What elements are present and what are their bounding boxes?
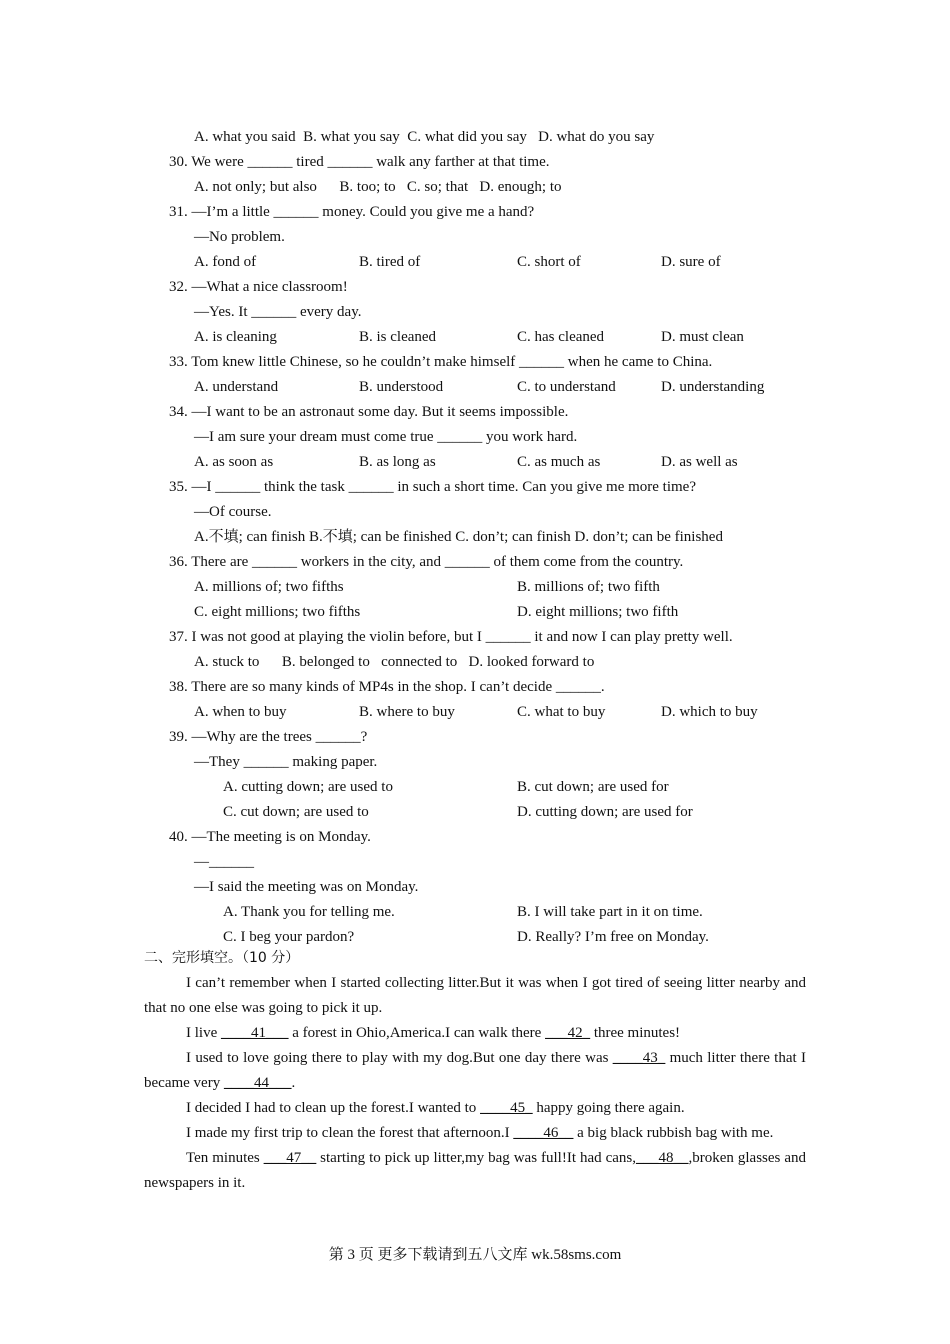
passage-paragraph-2 xyxy=(144,1021,806,1046)
passage-text: much litter there that I became very xyxy=(144,1050,806,1091)
passage-paragraph-6 xyxy=(144,1146,806,1196)
question-30: 30. We were ______ tired ______ walk any farther at that time. xyxy=(169,154,550,170)
q32-response: —Yes. It ______ every day. xyxy=(194,304,362,320)
passage-paragraph-1: I can’t remember when I started collecting litter.But it was when I got tired of seeing litter nearby and that no one else was going to pick it up. xyxy=(144,975,806,1016)
q40-option-b: B. I will take part in it on time. xyxy=(517,904,703,920)
q34-option-a: A. as soon as xyxy=(194,454,274,470)
blank-46: ____46__ xyxy=(513,1125,574,1141)
q39-option-c: C. cut down; are used to xyxy=(223,804,369,820)
passage-paragraph-4 xyxy=(144,1096,806,1121)
passage-text: a forest in Ohio,America.I can walk there xyxy=(288,1025,546,1041)
q39-option-a: A. cutting down; are used to xyxy=(223,779,393,795)
question-35: 35. —I ______ think the task ______ in such a short time. Can you give me more time? xyxy=(169,479,696,495)
question-33: 33. Tom knew little Chinese, so he couldn’t make himself ______ when he came to China. xyxy=(169,354,713,370)
q34-option-d: D. as well as xyxy=(661,454,738,470)
q38-option-b: B. where to buy xyxy=(359,704,455,720)
q31-option-a: A. fond of xyxy=(194,254,257,270)
passage-text: starting to pick up litter,my bag was full!It had cans, xyxy=(316,1150,636,1166)
blank-47: ___47__ xyxy=(263,1150,317,1166)
q32-option-c: C. has cleaned xyxy=(517,329,605,345)
q32-option-a: A. is cleaning xyxy=(194,329,277,345)
q38-option-a: A. when to buy xyxy=(194,704,287,720)
q40-option-c: C. I beg your pardon? xyxy=(223,929,355,945)
passage-text: Ten minutes xyxy=(186,1150,264,1166)
question-32: 32. —What a nice classroom! xyxy=(169,279,348,295)
passage-text: . xyxy=(291,1075,296,1091)
q40-option-a: A. Thank you for telling me. xyxy=(223,904,395,920)
cloze-passage xyxy=(144,971,806,1196)
q40-response-2: —I said the meeting was on Monday. xyxy=(194,879,419,895)
passage-text: I used to love going there to play with my dog.But one day there was xyxy=(186,1050,613,1066)
q39-response: —They ______ making paper. xyxy=(194,754,378,770)
question-39: 39. —Why are the trees ______? xyxy=(169,729,368,745)
q33-option-d: D. understanding xyxy=(661,379,765,395)
passage-text: a big black rubbish bag with me. xyxy=(573,1125,774,1141)
passage-text: I made my first trip to clean the forest that afternoon.I xyxy=(186,1125,514,1141)
section-title: 二、完形填空。（10 分） xyxy=(144,950,300,966)
q36-option-d: D. eight millions; two fifth xyxy=(517,604,679,620)
q34-response: —I am sure your dream must come true ______ you work hard. xyxy=(194,429,578,445)
question-38: 38. There are so many kinds of MP4s in the shop. I can’t decide ______. xyxy=(169,679,605,695)
question-40: 40. —The meeting is on Monday. xyxy=(169,829,371,845)
passage-text: three minutes! xyxy=(590,1025,681,1041)
q40-option-d: D. Really? I’m free on Monday. xyxy=(517,929,709,945)
q30-options: A. not only; but also B. too; to C. so; that D. enough; to xyxy=(194,179,562,195)
blank-42: ___42_ xyxy=(545,1025,591,1041)
blank-48: ___48__ xyxy=(636,1150,689,1166)
q35-options: A.不填; can finish B.不填; can be finished C. don’t; can finish D. don’t; can be finished xyxy=(194,529,723,545)
q36-option-c: C. eight millions; two fifths xyxy=(194,604,361,620)
passage-text: ,broken glasses and newspapers in it. xyxy=(144,1150,806,1191)
question-36: 36. There are ______ workers in the city, and ______ of them come from the country. xyxy=(169,554,684,570)
q31-response: —No problem. xyxy=(194,229,285,245)
q40-response-1: —______ xyxy=(194,854,254,870)
q38-option-c: C. what to buy xyxy=(517,704,606,720)
q31-option-b: B. tired of xyxy=(359,254,421,270)
q32-option-d: D. must clean xyxy=(661,329,744,345)
blank-44: ____44___ xyxy=(223,1075,292,1091)
q39-option-d: D. cutting down; are used for xyxy=(517,804,693,820)
q31-option-d: D. sure of xyxy=(661,254,721,270)
q33-option-c: C. to understand xyxy=(517,379,616,395)
blank-43: ____43_ xyxy=(612,1050,666,1066)
q35-response: —Of course. xyxy=(194,504,272,520)
q36-option-a: A. millions of; two fifths xyxy=(194,579,344,595)
question-34: 34. —I want to be an astronaut some day. But it seems impossible. xyxy=(169,404,569,420)
passage-paragraph-5 xyxy=(144,1121,806,1146)
q31-option-c: C. short of xyxy=(517,254,581,270)
q39-option-b: B. cut down; are used for xyxy=(517,779,669,795)
page-footer: 第 3 页 更多下载请到五八文库 wk.58sms.com xyxy=(328,1247,622,1263)
blank-41: ____41___ xyxy=(221,1025,289,1041)
q32-option-b: B. is cleaned xyxy=(359,329,437,345)
q33-option-b: B. understood xyxy=(359,379,444,395)
q38-option-d: D. which to buy xyxy=(661,704,758,720)
passage-text: I live xyxy=(186,1025,221,1041)
q36-option-b: B. millions of; two fifth xyxy=(517,579,660,595)
passage-text: happy going there again. xyxy=(532,1100,685,1116)
passage-paragraph-3 xyxy=(144,1046,806,1096)
question-31: 31. —I’m a little ______ money. Could you give me a hand? xyxy=(169,204,535,220)
q34-option-b: B. as long as xyxy=(359,454,436,470)
q29-options: A. what you said B. what you say C. what did you say D. what do you say xyxy=(194,129,655,145)
question-37: 37. I was not good at playing the violin before, but I ______ it and now I can play pretty well. xyxy=(169,629,733,645)
q34-option-c: C. as much as xyxy=(517,454,601,470)
blank-45: ____45_ xyxy=(480,1100,533,1116)
q33-option-a: A. understand xyxy=(194,379,279,395)
q37-options: A. stuck to B. belonged to connected to D. looked forward to xyxy=(194,654,595,670)
passage-text: I decided I had to clean up the forest.I wanted to xyxy=(186,1100,481,1116)
